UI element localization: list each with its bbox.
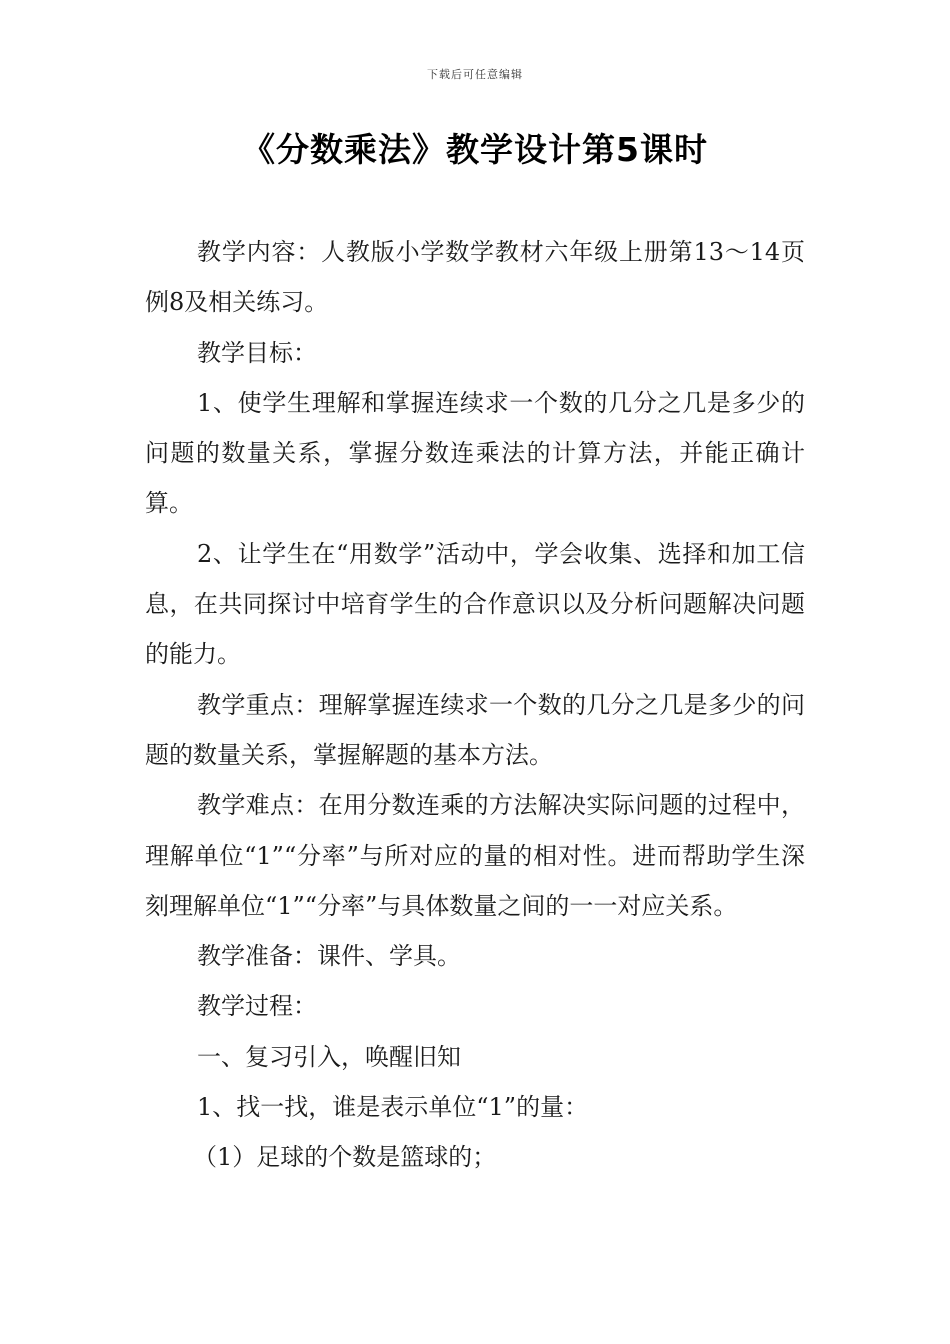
paragraph-step-1: 1、找一找，谁是表示单位“1”的量： [197,1093,589,1122]
paragraph-teaching-goals-heading: 教学目标： [197,338,317,367]
paragraph-difficulties: 教学难点：在用分数连乘的方法解决实际问题的过程中，理解单位“1”“分率”与所对应的量的相对性。进而帮助学生深刻理解单位“1”“分率”与具体数量之间的一一对应关系。 [145,791,805,920]
paragraph-preparation: 教学准备：课件、学具。 [197,942,461,971]
paragraph-teaching-content: 教学内容：人教版小学数学教材六年级上册第13～14页例8及相关练习。 [145,238,805,317]
paragraph-question-1: （1）足球的个数是篮球的； [193,1143,497,1172]
paragraph-key-points: 教学重点：理解掌握连续求一个数的几分之几是多少的问题的数量关系，掌握解题的基本方法。 [145,690,805,769]
paragraph-goal-1: 1、使学生理解和掌握连续求一个数的几分之几是多少的问题的数量关系，掌握分数连乘法的计算方法，并能正确计算。 [145,388,805,518]
paragraph-section-1-heading: 一、复习引入，唤醒旧知 [197,1042,461,1071]
document-title: 《分数乘法》教学设计第5课时 [242,130,708,169]
header-note: 下载后可任意编辑 [427,68,523,81]
document-body [145,227,805,1183]
paragraph-goal-2: 2、让学生在“用数学”活动中，学会收集、选择和加工信息，在共同探讨中培育学生的合作意识以及分析问题解决问题的能力。 [145,539,805,669]
paragraph-process-heading: 教学过程： [197,992,317,1021]
